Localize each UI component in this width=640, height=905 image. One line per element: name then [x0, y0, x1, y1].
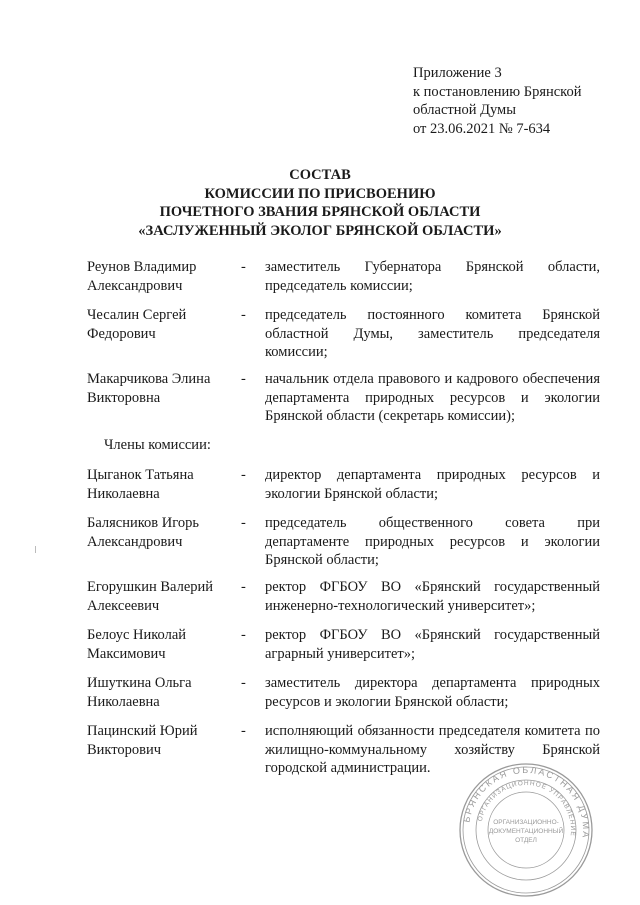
member-patronymic: Николаевна	[87, 693, 160, 710]
member-name	[87, 514, 237, 551]
official-stamp	[458, 762, 594, 898]
title-line: КОМИССИИ ПО ПРИСВОЕНИЮ	[204, 185, 436, 202]
member-dash: -	[241, 515, 246, 531]
title-line: «ЗАСЛУЖЕННЫЙ ЭКОЛОГ БРЯНСКОЙ ОБЛАСТИ»	[138, 222, 502, 239]
member-dash: -	[241, 627, 246, 643]
stamp-inner-text: ОРГАНИЗАЦИОННОЕ УПРАВЛЕНИЕ	[476, 779, 577, 838]
member-role: начальник отдела правового и кадрового обеспечения департамента природных ресурсов и экологии Брянской области (секретарь комиссии);	[265, 371, 600, 424]
member-name-line: Ишуткина Ольга	[87, 675, 192, 691]
member-name	[87, 370, 237, 407]
member-role: ректор ФГБОУ ВО «Брянский государственный инженерно-технологический университет»;	[265, 579, 600, 614]
member-name-line: Макарчикова Элина	[87, 371, 211, 387]
member-dash: -	[241, 371, 246, 387]
member-dash: -	[241, 675, 246, 691]
member-entry	[87, 466, 600, 503]
member-patronymic: Федорович	[87, 325, 156, 342]
member-name	[87, 626, 237, 663]
member-name	[87, 674, 237, 711]
member-role: председатель общественного совета при департаменте природных ресурсов и экологии Брянской области;	[265, 515, 600, 568]
member-role: директор департамента природных ресурсов и экологии Брянской области;	[265, 467, 600, 502]
member-dash: -	[241, 259, 246, 275]
member-name-line: Белоус Николай	[87, 627, 187, 643]
member-patronymic: Александрович	[87, 533, 183, 550]
member-patronymic: Викторовна	[87, 389, 161, 406]
member-role: председатель постоянного комитета Брянской областной Думы, заместитель председателя комиссии;	[265, 307, 600, 360]
appendix-line: к постановлению Брянской	[413, 83, 582, 100]
appendix-line: от 23.06.2021 № 7-634	[413, 120, 551, 137]
member-name	[87, 578, 237, 615]
stamp-outer-text: БРЯНСКАЯ ОБЛАСТНАЯ ДУМА	[461, 764, 592, 840]
document-title	[0, 166, 640, 240]
member-entry	[87, 514, 600, 570]
stamp-center-line: ОТДЕЛ	[515, 837, 537, 844]
title-line: ПОЧЕТНОГО ЗВАНИЯ БРЯНСКОЙ ОБЛАСТИ	[159, 204, 481, 220]
stamp-center-line: ДОКУМЕНТАЦИОННЫЙ	[488, 828, 564, 835]
member-entry	[87, 370, 600, 426]
member-entry	[87, 674, 600, 711]
member-role: заместитель директора департамента природных ресурсов и экологии Брянской области;	[265, 675, 600, 710]
margin-mark	[35, 546, 36, 553]
member-entry	[87, 258, 600, 295]
member-name-line: Чесалин Сергей	[87, 307, 187, 323]
member-name	[87, 466, 237, 503]
member-entry	[87, 626, 600, 663]
member-role: ректор ФГБОУ ВО «Брянский государственный аграрный университет»;	[265, 627, 600, 662]
member-entry	[87, 306, 600, 362]
member-patronymic: Николаевна	[87, 485, 160, 502]
members-heading: Члены комиссии:	[104, 437, 211, 453]
member-role: исполняющий обязанности председателя комитета по жилищно-коммунальному хозяйству Брянской городской администрации.	[265, 723, 600, 776]
member-patronymic: Викторович	[87, 741, 162, 758]
member-dash: -	[241, 723, 246, 739]
member-name-line: Балясников Игорь	[87, 515, 199, 531]
title-line: СОСТАВ	[289, 167, 351, 183]
member-patronymic: Алексеевич	[87, 597, 160, 614]
member-name-line: Цыганок Татьяна	[87, 467, 194, 483]
appendix-line: областной Думы	[413, 102, 516, 118]
member-name-line: Егорушкин Валерий	[87, 579, 214, 595]
appendix-line: Приложение 3	[413, 65, 502, 81]
member-patronymic: Александрович	[87, 277, 183, 294]
member-patronymic: Максимович	[87, 645, 166, 662]
appendix-note	[413, 64, 582, 138]
member-entry	[87, 578, 600, 615]
member-name	[87, 722, 237, 759]
member-name-line: Реунов Владимир	[87, 259, 197, 275]
member-role: заместитель Губернатора Брянской области, председатель комиссии;	[265, 259, 600, 294]
stamp-center-line: ОРГАНИЗАЦИОННО-	[493, 819, 559, 826]
member-dash: -	[241, 579, 246, 595]
member-name-line: Пацинский Юрий	[87, 723, 198, 739]
member-dash: -	[241, 307, 246, 323]
member-name	[87, 306, 237, 343]
member-name	[87, 258, 237, 295]
member-dash: -	[241, 467, 246, 483]
